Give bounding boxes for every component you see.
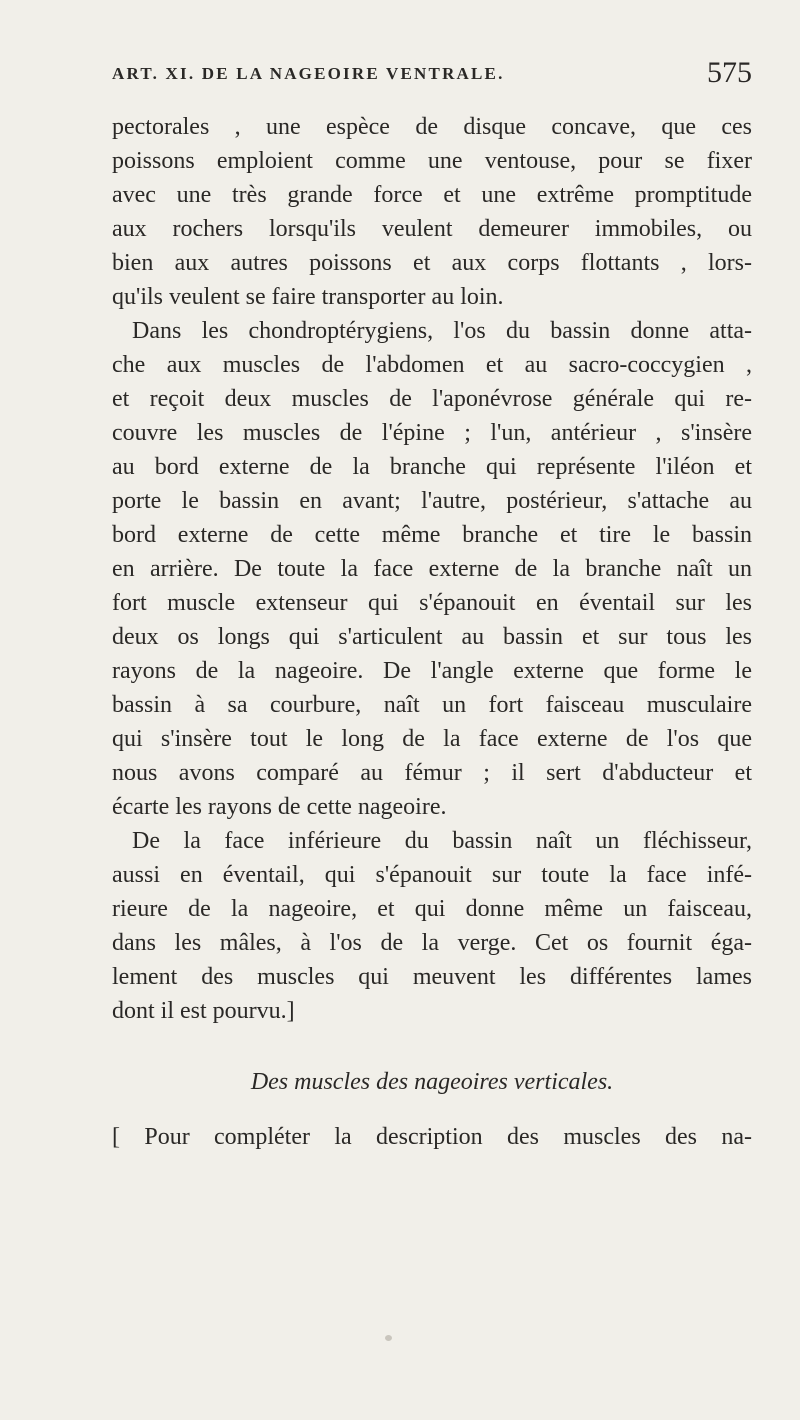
text-line: qui s'insère tout le long de la face externe de l'os que [112, 726, 752, 752]
heading-spacer [112, 1102, 752, 1120]
text-line: bord externe de cette même branche et tire le bassin [112, 522, 752, 548]
text-line: nous avons comparé au fémur ; il sert d'abducteur et [112, 760, 752, 786]
text-line: bassin à sa courbure, naît un fort faisceau musculaire [112, 692, 752, 718]
text-line: deux os longs qui s'articulent au bassin et sur tous les [112, 624, 752, 650]
running-head [112, 56, 752, 96]
text-line: De la face inférieure du bassin naît un fléchisseur, [132, 828, 752, 854]
text-line: et reçoit deux muscles de l'aponévrose générale qui re- [112, 386, 752, 412]
text-line: aux rochers lorsqu'ils veulent demeurer immobiles, ou [112, 216, 752, 242]
text-line: Dans les chondroptérygiens, l'os du bassin donne atta- [132, 318, 752, 344]
text-line: avec une très grande force et une extrême promptitude [112, 182, 752, 208]
section-heading: Des muscles des nageoires verticales. [250, 1069, 614, 1095]
text-line: pectorales , une espèce de disque concave, que ces [112, 114, 752, 140]
text-line: rieure de la nageoire, et qui donne même un faisceau, [112, 896, 752, 922]
text-line: porte le bassin en avant; l'autre, postérieur, s'attache au [112, 488, 752, 514]
page-blemish [385, 1335, 392, 1341]
text-line: poissons emploient comme une ventouse, pour se fixer [112, 148, 752, 174]
text-line: dont il est pourvu.] [112, 998, 295, 1024]
text-line: bien aux autres poissons et aux corps flottants , lors- [112, 250, 752, 276]
text-line: au bord externe de la branche qui représente l'iléon et [112, 454, 752, 480]
text-line: rayons de la nageoire. De l'angle externe que forme le [112, 658, 752, 684]
text-line: [ Pour compléter la description des muscles des na- [112, 1124, 752, 1150]
text-line: en arrière. De toute la face externe de la branche naît un [112, 556, 752, 582]
body-text [112, 110, 752, 1154]
text-line: écarte les rayons de cette nageoire. [112, 794, 447, 820]
running-title: ART. XI. DE LA NAGEOIRE VENTRALE. [112, 64, 505, 83]
page-number: 575 [707, 56, 752, 89]
text-line: aussi en éventail, qui s'épanouit sur toute la face infé- [112, 862, 752, 888]
text-line: qu'ils veulent se faire transporter au loin. [112, 284, 504, 310]
text-line: fort muscle extenseur qui s'épanouit en éventail sur les [112, 590, 752, 616]
text-line: couvre les muscles de l'épine ; l'un, antérieur , s'insère [112, 420, 752, 446]
text-line: che aux muscles de l'abdomen et au sacro-coccygien , [112, 352, 752, 378]
text-line: dans les mâles, à l'os de la verge. Cet os fournit éga- [112, 930, 752, 956]
section-gap [112, 1028, 752, 1062]
text-line: lement des muscles qui meuvent les différentes lames [112, 964, 752, 990]
